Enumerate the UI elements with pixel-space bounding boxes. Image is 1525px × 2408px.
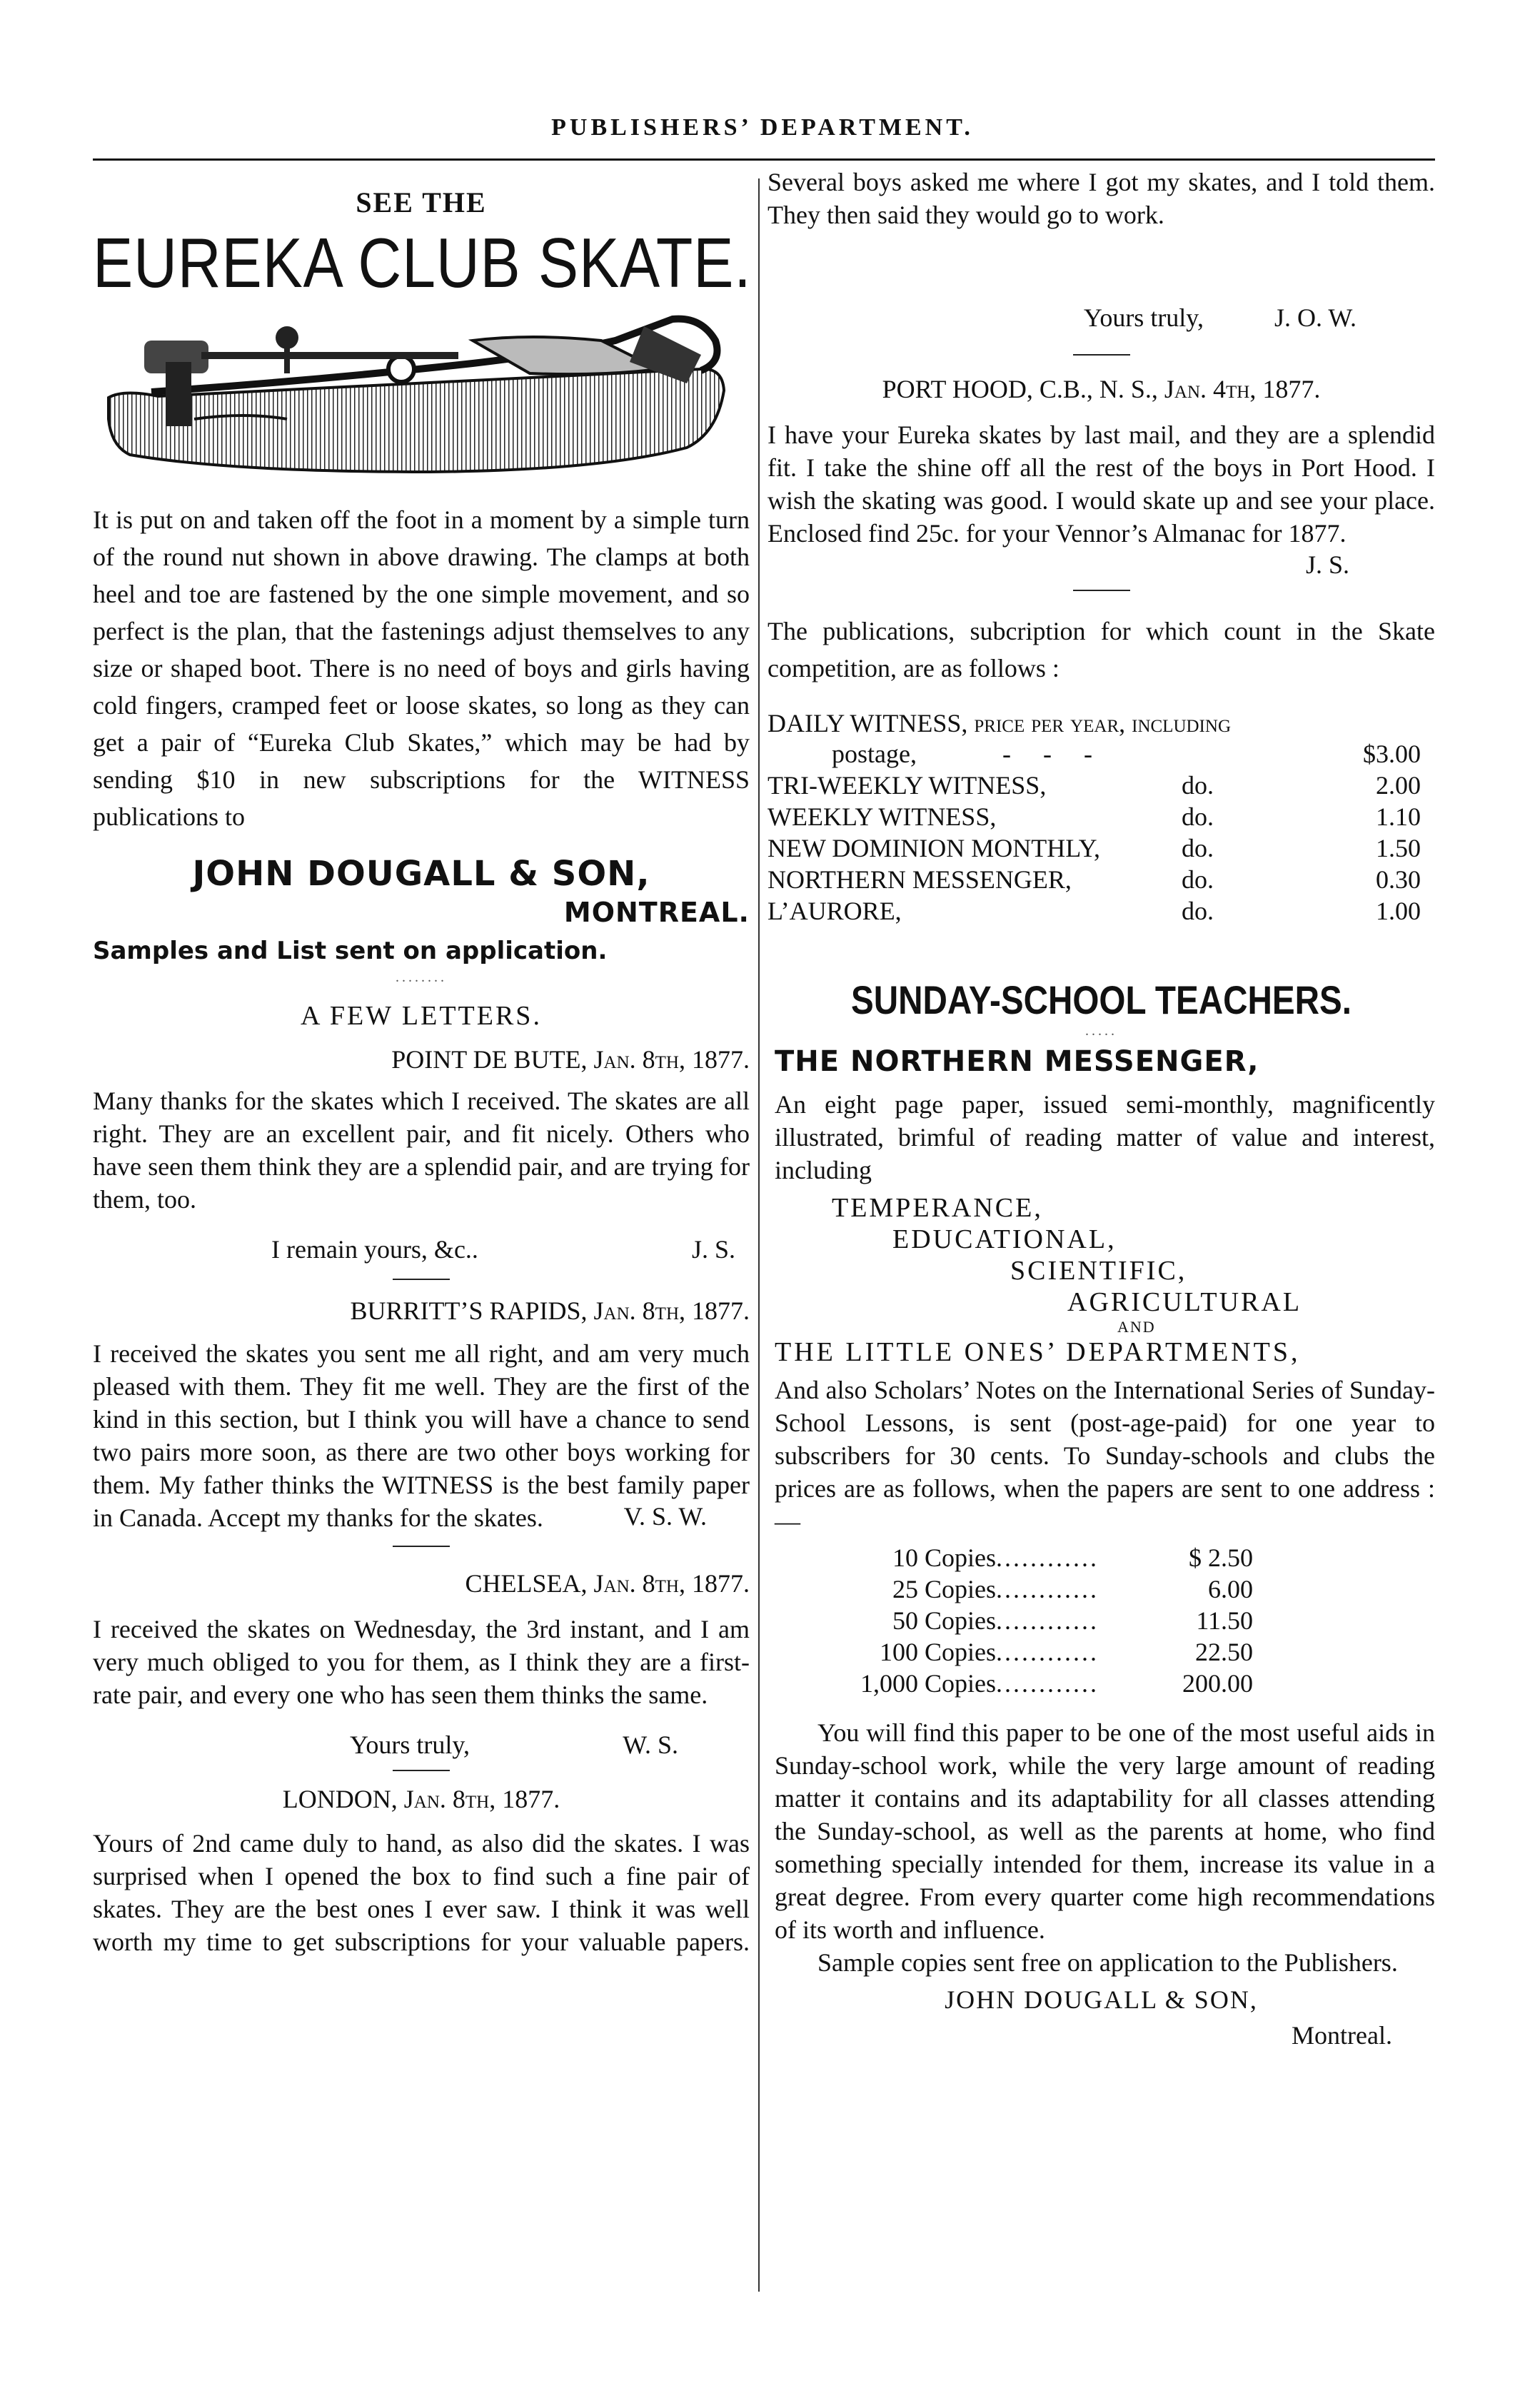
- price-table: [839, 1542, 1253, 1699]
- letters-heading: A FEW LETTERS.: [301, 1001, 542, 1031]
- header-rule: [93, 158, 1435, 161]
- column-divider: [758, 178, 760, 2292]
- publication-ditto: do.: [1182, 834, 1214, 862]
- ornament-dots: ........: [396, 969, 447, 985]
- copies-price: 200.00: [1182, 1669, 1253, 1698]
- copies-label: 1,000 Copies: [860, 1669, 996, 1698]
- leader-dots: ............: [996, 1606, 1099, 1635]
- letter-body: I received the skates on Wednesday, the 3rd instant, and I am very much obliged to you for them, as I think they are a first-rate pair, and every one who has seen them thinks the same.: [93, 1615, 750, 1709]
- daily-witness-postage-row: postage, - - - $3.00: [832, 740, 1421, 768]
- publication-ditto: do.: [1182, 897, 1214, 925]
- publication-price: 0.30: [1376, 865, 1421, 894]
- copies-price: 11.50: [1196, 1606, 1253, 1635]
- publication-ditto: do.: [1182, 865, 1214, 894]
- publication-price: 1.10: [1376, 802, 1421, 831]
- letter-body-part-1: Yours of 2nd came duly to hand, as also did the skates. I was surprised when I opened the box to find such a fine pair of skates. They are the best ones I ever saw. I think it was well worth my time to get subscriptions for your valuable papers.: [93, 1829, 750, 1956]
- publication-name: TRI-WEEKLY WITNESS,: [767, 771, 1047, 800]
- eureka-city: MONTREAL.: [563, 897, 750, 928]
- eureka-title: EUREKA CLUB SKATE.: [93, 223, 752, 302]
- left-column: [93, 178, 750, 1958]
- messenger-title: THE NORTHERN MESSENGER,: [775, 1045, 1259, 1078]
- subject-item: AGRICULTURAL: [1067, 1287, 1302, 1317]
- letter-4-signoff: Yours truly, J. O. W.: [1083, 303, 1357, 332]
- price-row: [839, 1605, 1253, 1636]
- publication-name: NORTHERN MESSENGER,: [767, 865, 1072, 894]
- price-row: [839, 1668, 1253, 1699]
- letter-rule: [393, 1546, 450, 1547]
- letter-1: [93, 1044, 750, 1264]
- price-row: [839, 1636, 1253, 1668]
- messenger-intro: An eight page paper, issued semi-monthly, magnificently illustrated, brimful of reading matter of value and interest, including: [775, 1090, 1435, 1184]
- letter-body: I have your Eureka skates by last mail, and they are a splendid fit. I take the shine off all the rest of the boys in Port Hood. I wish the skating was good. I would skate up and see your place. Enclosed find 25c. for your Vennor’s Almanac for 1877.: [767, 420, 1435, 548]
- copies-label: 25 Copies: [892, 1575, 996, 1603]
- copies-price: $ 2.50: [1189, 1543, 1253, 1572]
- publications-list: [767, 613, 1435, 927]
- letter-closing: Yours truly,: [350, 1731, 470, 1759]
- letter-closing: I remain yours, &c..: [271, 1235, 478, 1264]
- letter-place: POINT DE BUTE, Jan. 8th, 1877.: [391, 1045, 750, 1074]
- letter-signature: V. S. W.: [623, 1502, 707, 1531]
- ornament-dots: .....: [1085, 1023, 1117, 1039]
- publication-row: [767, 832, 1421, 864]
- publications-intro: The publications, subcription for which count in the Skate competition, are as follows :: [767, 617, 1435, 682]
- samples-note: Samples and List sent on application.: [93, 937, 608, 965]
- letter-place: CHELSEA, Jan. 8th, 1877.: [465, 1569, 750, 1598]
- publication-name: NEW DOMINION MONTHLY,: [767, 834, 1101, 862]
- publication-price: 2.00: [1376, 771, 1421, 800]
- price-row: [839, 1573, 1253, 1605]
- copies-label: 50 Copies: [892, 1606, 996, 1635]
- publications-table: [767, 770, 1421, 927]
- letter-4: [93, 1784, 750, 1958]
- messenger-ad: [767, 977, 1435, 2050]
- daily-witness: DAILY WITNESS, price per year, including: [767, 709, 1231, 737]
- letter-place: PORT HOOD, C.B., N. S., Jan. 4th, 1877.: [882, 375, 1321, 403]
- leader-dots: ............: [996, 1543, 1099, 1572]
- copies-label: 100 Copies: [879, 1638, 996, 1666]
- copies-price: 6.00: [1208, 1575, 1253, 1603]
- publication-name: WEEKLY WITNESS,: [767, 802, 997, 831]
- subjects-list: [767, 1192, 1435, 1368]
- letter-rule: [393, 1770, 450, 1771]
- copies-price: 22.50: [1195, 1638, 1253, 1666]
- letter-place: LONDON, Jan. 8th, 1877.: [282, 1785, 560, 1813]
- skate-illustration: [101, 312, 750, 480]
- little-ones-departments: THE LITTLE ONES’ DEPARTMENTS,: [775, 1337, 1301, 1367]
- page-header: PUBLISHERS’ DEPARTMENT.: [551, 114, 974, 141]
- right-column: [767, 168, 1435, 2050]
- letter-signature: J. S.: [1305, 550, 1349, 579]
- letter-body: Many thanks for the skates which I received. The skates are all right. They are an excellent pair, and fit nicely. Others who have seen them think they are a splendid pair, and are trying for them, too.: [93, 1087, 750, 1214]
- letter-signature: W. S.: [623, 1731, 678, 1759]
- publication-ditto: do.: [1182, 802, 1214, 831]
- and-label: AND: [1117, 1318, 1156, 1336]
- publication-row: [767, 770, 1421, 801]
- see-the-label: SEE THE: [356, 186, 487, 218]
- letter-5: [767, 374, 1435, 580]
- letter-3: [93, 1568, 750, 1760]
- publication-row: [767, 895, 1421, 927]
- publication-price: 1.00: [1376, 897, 1421, 925]
- subject-item: TEMPERANCE,: [832, 1193, 1043, 1223]
- price-row: [839, 1542, 1253, 1573]
- messenger-body: And also Scholars’ Notes on the International Series of Sunday-School Lessons, is sent (post-age-paid) for one year to subscribers for 30 cents. To Sunday-schools and clubs the prices are as follows, when the papers are sent to one address :—: [775, 1376, 1435, 1536]
- leader-dots: ............: [996, 1669, 1099, 1698]
- publication-row: [767, 864, 1421, 895]
- sample-note: Sample copies sent free on application to the Publishers.: [817, 1948, 1398, 1977]
- letter-rule: [1073, 354, 1130, 356]
- publication-ditto: do.: [1182, 771, 1214, 800]
- messenger-closing: You will find this paper to be one of the most useful aids in Sunday-school work, while the very large amount of reading matter it contains and its adaptability for all classes attending the Sunday-school, as well as the parents at home, who find something specially intended for them, increase its value in a great degree. From every quarter come high recommendations of its worth and influence.: [775, 1718, 1435, 1944]
- leader-dots: ............: [996, 1575, 1099, 1603]
- leader-dots: ............: [996, 1638, 1099, 1666]
- publication-price: 1.50: [1376, 834, 1421, 862]
- subject-item: EDUCATIONAL,: [892, 1224, 1117, 1254]
- letter-signature: J. S.: [691, 1235, 735, 1264]
- letter-place: BURRITT’S RAPIDS, Jan. 8th, 1877.: [350, 1296, 750, 1325]
- letter-rule: [393, 1279, 450, 1280]
- messenger-city: Montreal.: [1292, 2021, 1392, 2050]
- skate-drawing: [101, 312, 730, 476]
- copies-label: 10 Copies: [892, 1543, 996, 1572]
- subject-item: SCIENTIFIC,: [1010, 1256, 1187, 1286]
- eureka-description: It is put on and taken off the foot in a moment by a simple turn of the round nut shown in above drawing. The clamps at both heel and toe are fastened by the one simple movement, and so perfect is the plan, that the fastenings adjust themselves to any size or shaped boot. There is no need of boys and girls having cold fingers, cramped feet or loose skates, so long as they can get a pair of “Eureka Club Skates,” which may be had by sending $10 in new subscriptions for the WITNESS publications to: [93, 505, 750, 831]
- letter-body: I received the skates you sent me all right, and am very much pleased with them. They fit me well. They are the first of the kind in this section, but I think you will have a chance to send two pairs more soon, as there are two other boys working for them. My father thinks the WITNESS is the best family paper in Canada. Accept my thanks for the skates.: [93, 1339, 750, 1532]
- eureka-firm: JOHN DOUGALL & SON,: [192, 854, 650, 894]
- publication-row: [767, 801, 1421, 832]
- letter-2: [93, 1296, 750, 1531]
- publication-name: L’AURORE,: [767, 897, 902, 925]
- section-rule: [1073, 590, 1130, 591]
- letter-body-part-2: Several boys asked me where I got my skates, and I told them. They then said they would go to work.: [767, 168, 1435, 229]
- sunday-school-heading: SUNDAY-SCHOOL TEACHERS.: [851, 977, 1352, 1022]
- messenger-firm: JOHN DOUGALL & SON,: [945, 1985, 1258, 2014]
